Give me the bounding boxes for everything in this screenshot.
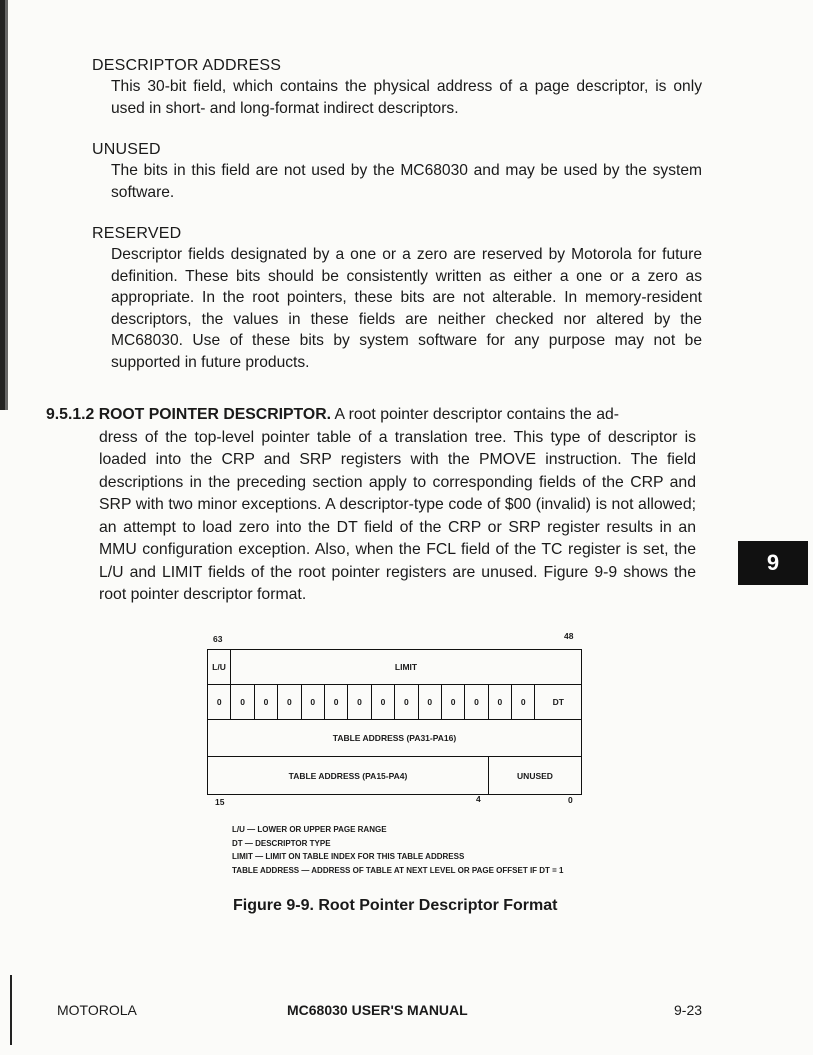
register-row-limit [208,650,581,685]
reserved-bit: 0 [395,685,418,719]
bit-number-0: 0 [568,795,573,805]
legend-item: DT — DESCRIPTOR TYPE [232,838,331,848]
reserved-bit: 0 [255,685,278,719]
legend-item: LIMIT — LIMIT ON TABLE INDEX FOR THIS TABLE ADDRESS [232,852,465,861]
definition-term: RESERVED [92,225,182,242]
bit-number-48: 48 [564,631,574,641]
figure-caption: Figure 9-9. Root Pointer Descriptor Format [233,897,558,914]
footer-page-number: 9-23 [674,1002,703,1018]
definition-descriptor-address [92,56,702,119]
definition-body: This 30-bit field, which contains the physical address of a page descriptor, is only used in short- and long-format indirect descriptors. [111,78,702,117]
definition-body: Descriptor fields designated by a one or a zero are reserved by Motorola for future definition. These bits should be consistently written as either a one or a zero as appropriate. In the root pointers, these bits are not alterable. In memory-resident descriptors, the values in these fields are neither checked nor altered by the MC68030. Use of these bits by system software for any purpose may not be supported in future products. [111,246,702,371]
definition-unused [92,140,702,203]
reserved-bit: 0 [512,685,535,719]
section-heading: ROOT POINTER DESCRIPTOR. [98,406,331,423]
field-dt: DT [552,697,564,707]
legend-item: TABLE ADDRESS — ADDRESS OF TABLE AT NEXT LEVEL OR PAGE OFFSET IF DT = 1 [232,865,564,875]
footer-manual-title: MC68030 USER'S MANUAL [287,1002,468,1018]
reserved-bit: 0 [489,685,512,719]
section-root-pointer-descriptor [46,404,696,607]
reserved-bit: 0 [278,685,301,719]
reserved-bit: 0 [302,685,325,719]
reserved-bit: 0 [442,685,465,719]
bit-number-63: 63 [213,634,223,644]
bit-number-15: 15 [215,797,225,807]
root-pointer-register-diagram [207,649,582,795]
register-row-table-address-low [208,757,581,794]
register-row-table-address-high [208,720,581,757]
bit-number-4: 4 [476,794,481,804]
reserved-bit: 0 [348,685,371,719]
section-body-text: dress of the top-level pointer table of a translation tree. This type of descriptor is loaded into the CRP and SRP registers with the PMOVE instruction. The field descriptions in the preceding section apply to corresponding fields of the CRP and SRP with two minor exceptions. A descriptor-type code of $00 (invalid) is not allowed; an attempt to load zero into the DT field of the CRP or SRP register results in an MMU configuration exception. Also, when the FCL field of the TC register is set, the L/U and LIMIT fields of the root pointer registers are unused. Figure 9-9 shows the root pointer descriptor format. [99,428,696,603]
page-binding-edge [0,0,14,410]
reserved-bit: 0 [208,685,231,719]
footer-company: MOTOROLA [57,1002,137,1018]
field-unused: UNUSED [517,770,553,781]
field-lu: L/U [208,650,231,684]
reserved-bit: 0 [231,685,254,719]
register-row-reserved-bits [208,685,581,720]
section-number: 9.5.1.2 [46,406,95,423]
definition-body: The bits in this field are not used by the MC68030 and may be used by the system software. [111,162,702,201]
definition-term: DESCRIPTOR ADDRESS [92,57,282,74]
reserved-bit: 0 [372,685,395,719]
figure-legend [232,823,564,877]
page-binding-mark [10,975,12,1045]
reserved-bit: 0 [419,685,442,719]
field-table-address-high: TABLE ADDRESS (PA31-PA16) [332,733,457,743]
field-limit: LIMIT [394,662,418,672]
legend-item: L/U — LOWER OR UPPER PAGE RANGE [232,825,387,834]
reserved-bit: 0 [325,685,348,719]
chapter-tab: 9 [738,541,808,585]
section-lead-text: A root pointer descriptor contains the ad- [334,406,620,423]
definition-reserved [92,224,702,373]
field-table-address-low: TABLE ADDRESS (PA15-PA4) [208,757,489,794]
definition-term: UNUSED [92,141,161,158]
reserved-bit: 0 [465,685,488,719]
